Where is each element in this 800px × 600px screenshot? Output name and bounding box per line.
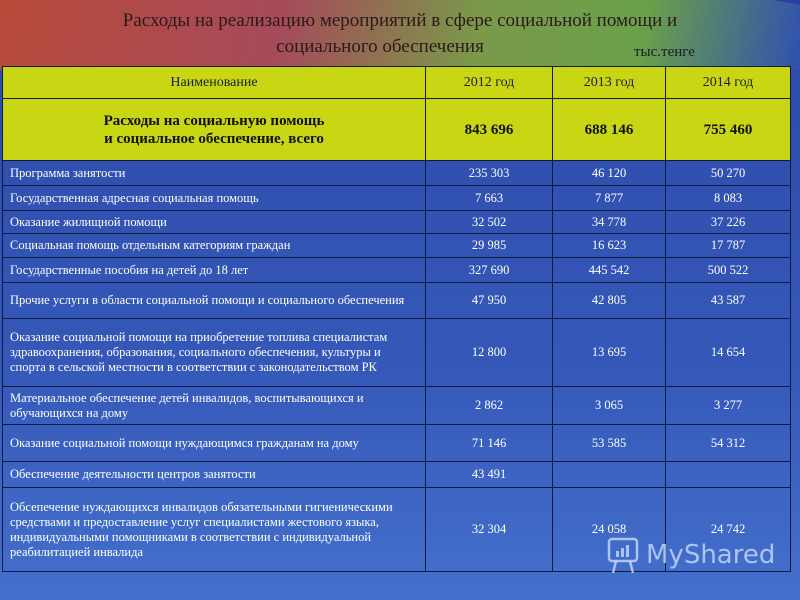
total-name-line1: Расходы на социальную помощь [103, 112, 325, 129]
row-value-2014: 24 742 [666, 488, 791, 572]
row-value-2014: 37 226 [666, 211, 791, 234]
row-value-2012: 71 146 [426, 425, 553, 462]
row-value-2013: 13 695 [553, 319, 666, 387]
table-row [3, 186, 791, 211]
table-row [3, 258, 791, 283]
row-value-2014: 17 787 [666, 234, 791, 258]
total-row [3, 99, 791, 161]
table-row [3, 161, 791, 186]
row-name: Оказание жилищной помощи [3, 211, 426, 234]
row-name: Обеспечение деятельности центров занятости [3, 462, 426, 488]
row-name: Прочие услуги в области социальной помощи и социального обеспечения [3, 283, 426, 319]
row-value-2013: 34 778 [553, 211, 666, 234]
row-value-2013 [553, 462, 666, 488]
row-value-2014: 8 083 [666, 186, 791, 211]
row-value-2014: 43 587 [666, 283, 791, 319]
slide-title-line2: социального обеспечения [276, 36, 484, 57]
row-value-2012: 43 491 [426, 462, 553, 488]
row-name: Обсепечение нуждающихся инвалидов обязательными гигиеническими средствами и предоставление услуг специалистами жестового языка, индивидуальными помощниками в соответствии с индивидуальной реабилитацией инвалида [3, 488, 426, 572]
table-row [3, 319, 791, 387]
row-value-2013: 24 058 [553, 488, 666, 572]
row-value-2012: 7 663 [426, 186, 553, 211]
row-value-2012: 235 303 [426, 161, 553, 186]
row-name: Государственные пособия на детей до 18 лет [3, 258, 426, 283]
row-value-2013: 3 065 [553, 387, 666, 425]
total-2014: 755 460 [666, 99, 791, 161]
unit-label: тыс.тенге [634, 44, 695, 60]
table-row [3, 462, 791, 488]
row-value-2013: 445 542 [553, 258, 666, 283]
row-name: Оказание социальной помощи на приобретение топлива специалистам здравоохранения, образования, социального обеспечения, культуры и спорта в сельской местности в соответствии с законодательством РК [3, 319, 426, 387]
total-2012: 843 696 [426, 99, 553, 161]
row-name: Материальное обеспечение детей инвалидов, воспитывающихся и обучающихся на дому [3, 387, 426, 425]
row-value-2012: 12 800 [426, 319, 553, 387]
row-name: Программа занятости [3, 161, 426, 186]
row-value-2013: 46 120 [553, 161, 666, 186]
presentation-icon [606, 535, 640, 575]
row-value-2012: 32 304 [426, 488, 553, 572]
row-value-2012: 2 862 [426, 387, 553, 425]
row-name: Оказание социальной помощи нуждающимся гражданам на дому [3, 425, 426, 462]
slide-title: Расходы на реализацию мероприятий в сфере социальной помощи и [122, 10, 678, 31]
header-2013: 2013 год [553, 67, 666, 99]
row-value-2014: 54 312 [666, 425, 791, 462]
row-value-2013: 16 623 [553, 234, 666, 258]
total-2013: 688 146 [553, 99, 666, 161]
row-value-2012: 47 950 [426, 283, 553, 319]
header-name: Наименование [3, 67, 426, 99]
row-value-2012: 327 690 [426, 258, 553, 283]
row-value-2014: 500 522 [666, 258, 791, 283]
header-2012: 2012 год [426, 67, 553, 99]
row-value-2014: 50 270 [666, 161, 791, 186]
row-name: Государственная адресная социальная помощь [3, 186, 426, 211]
row-value-2014: 3 277 [666, 387, 791, 425]
row-value-2012: 32 502 [426, 211, 553, 234]
table-row [3, 283, 791, 319]
table-row [3, 211, 791, 234]
row-value-2013: 7 877 [553, 186, 666, 211]
table-header-row [3, 67, 791, 99]
row-value-2013: 53 585 [553, 425, 666, 462]
table-row [3, 387, 791, 425]
table-row [3, 425, 791, 462]
row-value-2014 [666, 462, 791, 488]
total-name [3, 99, 426, 161]
expenses-table [2, 66, 791, 572]
table-row [3, 234, 791, 258]
row-name: Социальная помощь отдельным категориям граждан [3, 234, 426, 258]
total-name-line2: и социальное обеспечение, всего [104, 130, 324, 147]
row-value-2013: 42 805 [553, 283, 666, 319]
header-2014: 2014 год [666, 67, 791, 99]
row-value-2012: 29 985 [426, 234, 553, 258]
watermark-logo [606, 535, 775, 575]
watermark-text: MyShared [646, 540, 776, 570]
row-value-2014: 14 654 [666, 319, 791, 387]
